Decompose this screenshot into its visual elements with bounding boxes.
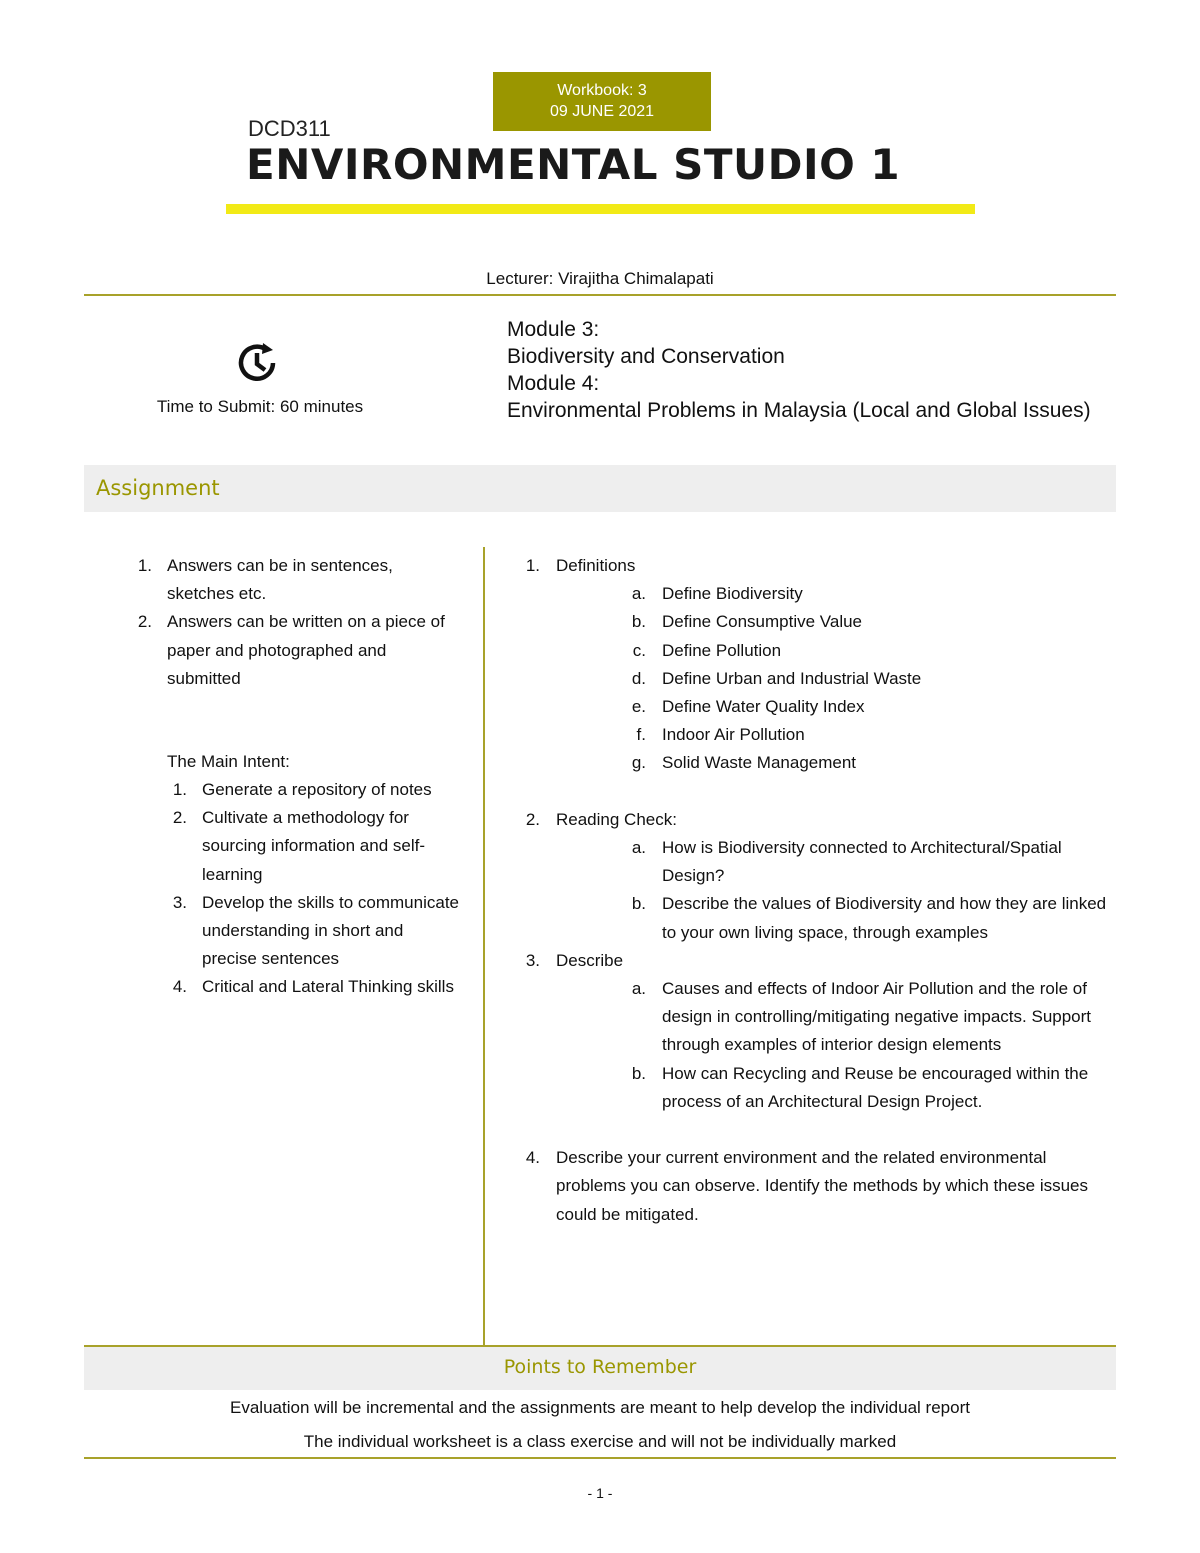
sub-text: Define Biodiversity (662, 584, 803, 604)
module-3-label: Module 3: (507, 318, 600, 341)
intent-heading: The Main Intent: (167, 752, 290, 771)
sub-text: Define Consumptive Value (662, 612, 863, 632)
list-item (130, 608, 460, 693)
sub-letter: g. (631, 753, 646, 773)
sub-item (626, 1060, 1110, 1116)
list-number: 1. (137, 556, 152, 575)
instructions-list (130, 552, 460, 693)
list-number: 2. (525, 809, 540, 829)
points-title: Points to Remember (503, 1356, 697, 1378)
task-text: Describe (556, 950, 624, 970)
task-text: Definitions (556, 556, 636, 575)
sub-item (626, 608, 1110, 636)
task-describe (520, 947, 1110, 975)
lecturer-name: Lecturer: Virajitha Chimalapati (486, 269, 714, 288)
task-reading-check (520, 806, 1110, 834)
sub-text: How can Recycling and Reuse be encouraged within the process of an Architectural Design Project. (662, 1063, 1089, 1111)
module-4-label: Module 4: (507, 372, 600, 395)
list-number: 4. (172, 977, 187, 997)
sub-item (626, 693, 1110, 721)
list-text: Generate a repository of notes (202, 780, 432, 799)
sub-text: Describe the values of Biodiversity and how they are linked to your own living space, through examples (662, 894, 1107, 942)
sub-list (626, 834, 1110, 947)
task-text: Describe your current environment and the related environmental problems you can observe. Identify the methods by which these issues could be mitigated. (556, 1148, 1089, 1224)
time-to-submit: Time to Submit: 60 minutes (156, 397, 364, 416)
list-text: Cultivate a methodology for sourcing information and self-learning (202, 808, 426, 884)
list-text: Answers can be written on a piece of paper and photographed and submitted (167, 612, 445, 688)
sub-item (626, 721, 1110, 749)
sub-letter: e. (631, 697, 646, 717)
workbook-label: Workbook: 3 (557, 82, 647, 99)
workbook-date: 09 JUNE 2021 (549, 103, 655, 120)
list-number: 3. (172, 892, 187, 912)
sub-letter: f. (636, 725, 646, 745)
sub-text: Solid Waste Management (662, 753, 857, 773)
task-definitions (520, 552, 1110, 580)
sub-item (626, 665, 1110, 693)
list-number: 2. (137, 612, 152, 632)
list-number: 4. (525, 1148, 540, 1168)
sub-list (626, 580, 1110, 777)
divider-bottom (84, 1457, 1116, 1459)
intent-list (167, 776, 462, 1002)
modules-list (507, 316, 1107, 424)
sub-item (626, 749, 1110, 777)
list-number: 1. (172, 780, 187, 799)
remember-line-1: Evaluation will be incremental and the assignments are meant to help develop the individual report (230, 1398, 970, 1417)
sub-item (626, 580, 1110, 608)
list-item (167, 973, 462, 1001)
list-text: Develop the skills to communicate understanding in short and precise sentences (202, 892, 460, 969)
page-number: - 1 - (587, 1485, 613, 1501)
divider-top (84, 294, 1116, 296)
sub-letter: a. (631, 838, 646, 858)
list-text: Answers can be in sentences, sketches etc. (167, 556, 393, 604)
clock-icon (233, 338, 283, 388)
course-title: ENVIRONMENTAL STUDIO 1 (246, 140, 901, 189)
sub-letter: a. (631, 979, 646, 999)
column-divider (483, 547, 485, 1347)
sub-item (626, 975, 1110, 1060)
sub-text: Define Urban and Industrial Waste (662, 668, 922, 688)
list-item (130, 552, 460, 608)
list-item (167, 889, 462, 974)
course-code: DCD311 (248, 116, 331, 141)
sub-letter: b. (631, 1063, 646, 1083)
sub-text: Define Water Quality Index (662, 697, 865, 717)
tasks-list (520, 552, 1110, 1229)
sub-item (626, 637, 1110, 665)
list-item (167, 804, 462, 889)
sub-letter: d. (631, 668, 646, 688)
task-current-environment (520, 1144, 1110, 1229)
list-text: Critical and Lateral Thinking skills (202, 977, 454, 997)
sub-text: Indoor Air Pollution (662, 725, 805, 745)
assignment-header-bar (84, 465, 1116, 512)
list-item (167, 776, 462, 804)
sub-item (626, 834, 1110, 890)
list-number: 3. (525, 950, 540, 970)
sub-text: Causes and effects of Indoor Air Pollution and the role of design in controlling/mitigating negative impacts. Support through examples of interior design elements (662, 979, 1092, 1055)
title-underline (226, 204, 975, 214)
sub-text: Define Pollution (662, 640, 782, 660)
sub-item (626, 890, 1110, 946)
workbook-badge (493, 72, 711, 131)
sub-letter: c. (632, 640, 646, 660)
sub-list (626, 975, 1110, 1116)
task-text: Reading Check: (556, 809, 677, 829)
sub-letter: b. (631, 612, 646, 632)
list-number: 1. (525, 556, 540, 575)
sub-letter: b. (631, 894, 646, 914)
module-3-title: Biodiversity and Conservation (507, 345, 785, 368)
sub-text: How is Biodiversity connected to Architectural/Spatial Design? (662, 838, 1062, 886)
module-4-title: Environmental Problems in Malaysia (Local and Global Issues) (507, 399, 1091, 422)
remember-line-2: The individual worksheet is a class exercise and will not be individually marked (303, 1432, 897, 1451)
sub-letter: a. (631, 584, 646, 604)
assignment-title: Assignment (96, 476, 220, 500)
list-number: 2. (172, 808, 187, 828)
